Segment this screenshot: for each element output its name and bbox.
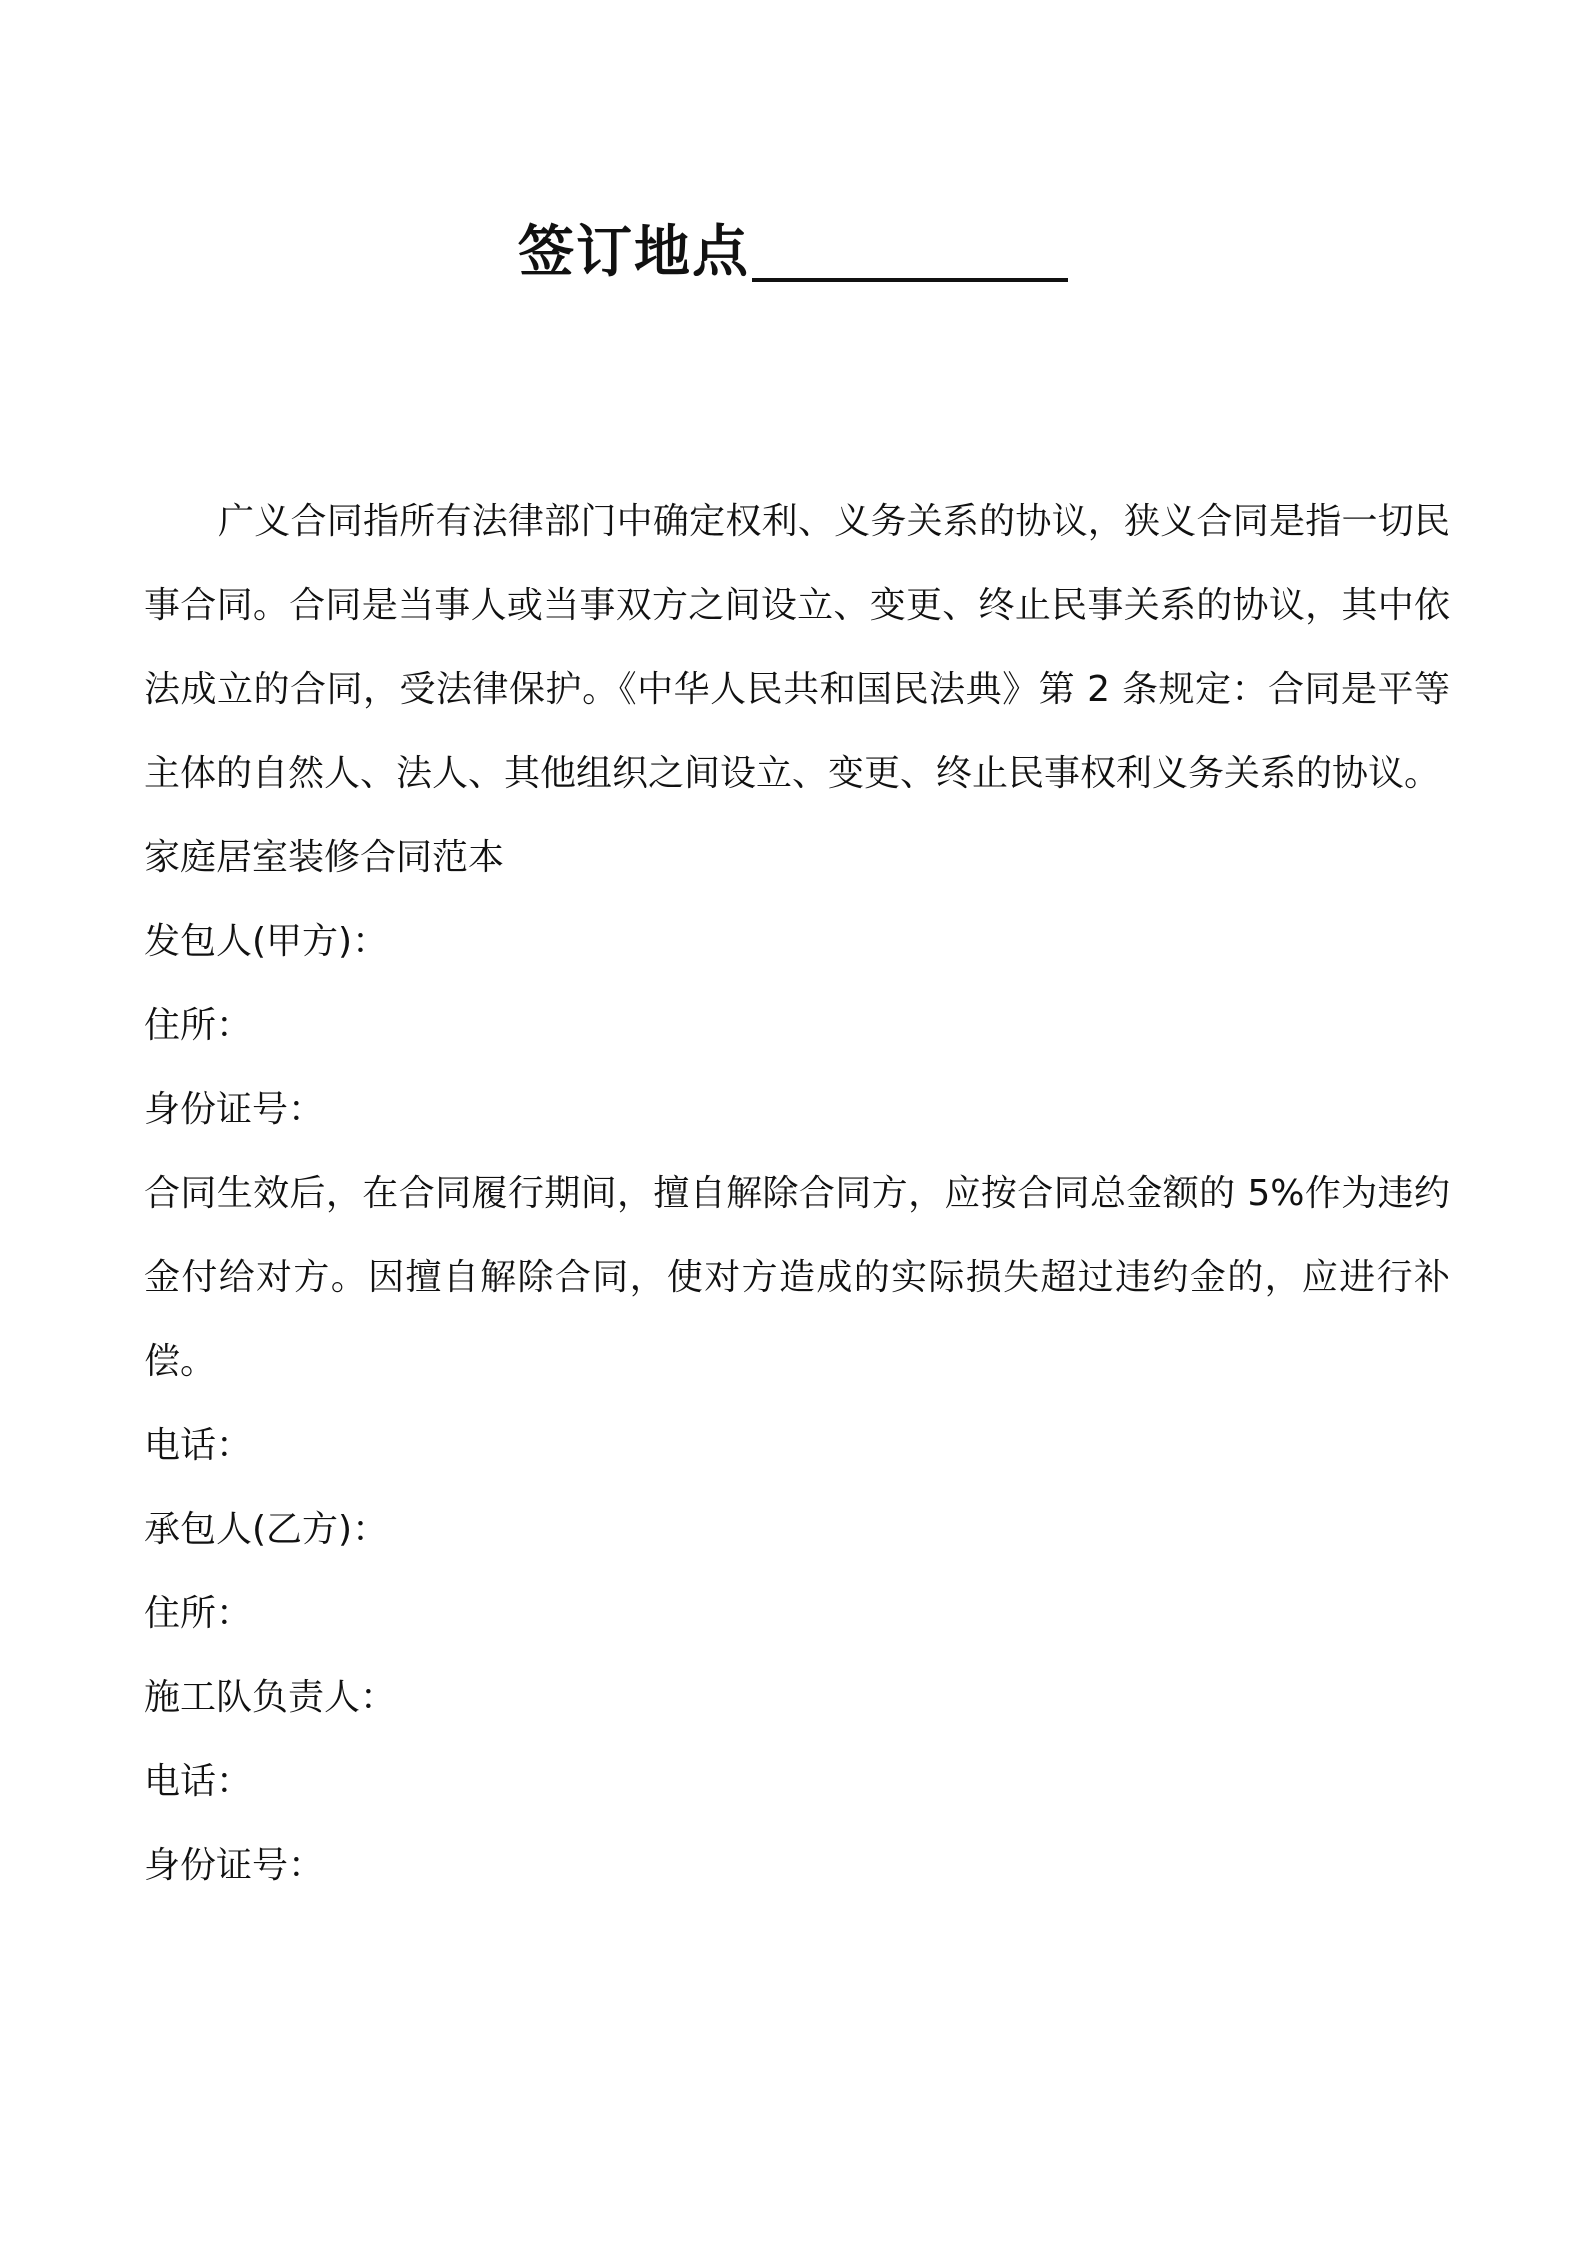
party-a-id-label: 身份证号： — [144, 1089, 325, 1130]
title-text: 签订地点 — [518, 220, 750, 285]
party-b-address-label: 住所： — [144, 1593, 253, 1634]
party-b-label: 承包人(乙方)： — [144, 1509, 389, 1550]
team-leader-label: 施工队负责人： — [144, 1677, 397, 1718]
party-a-address-label: 住所： — [144, 1005, 253, 1046]
title-block — [0, 218, 1586, 288]
document-title — [518, 218, 1068, 288]
party-b-id-label: 身份证号： — [144, 1845, 325, 1886]
breach-clause: 合同生效后，在合同履行期间，擅自解除合同方，应按合同总金额的 5%作为违约金付给对方。因擅自解除合同，使对方造成的实际损失超过违约金的，应进行补偿。 — [144, 1173, 1450, 1382]
title-blank-line — [752, 222, 1068, 282]
party-a-label: 发包人(甲方)： — [144, 921, 389, 962]
party-a-phone-label: 电话： — [144, 1425, 253, 1466]
document-body — [144, 480, 1450, 1908]
intro-paragraph: 广义合同指所有法律部门中确定权利、义务关系的协议，狭义合同是指一切民事合同。合同是当事人或当事双方之间设立、变更、终止民事关系的协议，其中依法成立的合同，受法律保护。《中华人民共和国民法典》第 2 条规定：合同是平等主体的自然人、法人、其他组织之间设立、变更、终止民事权利义务关系的协议。 — [144, 501, 1450, 794]
party-b-phone-label: 电话： — [144, 1761, 253, 1802]
contract-title: 家庭居室装修合同范本 — [144, 837, 505, 878]
